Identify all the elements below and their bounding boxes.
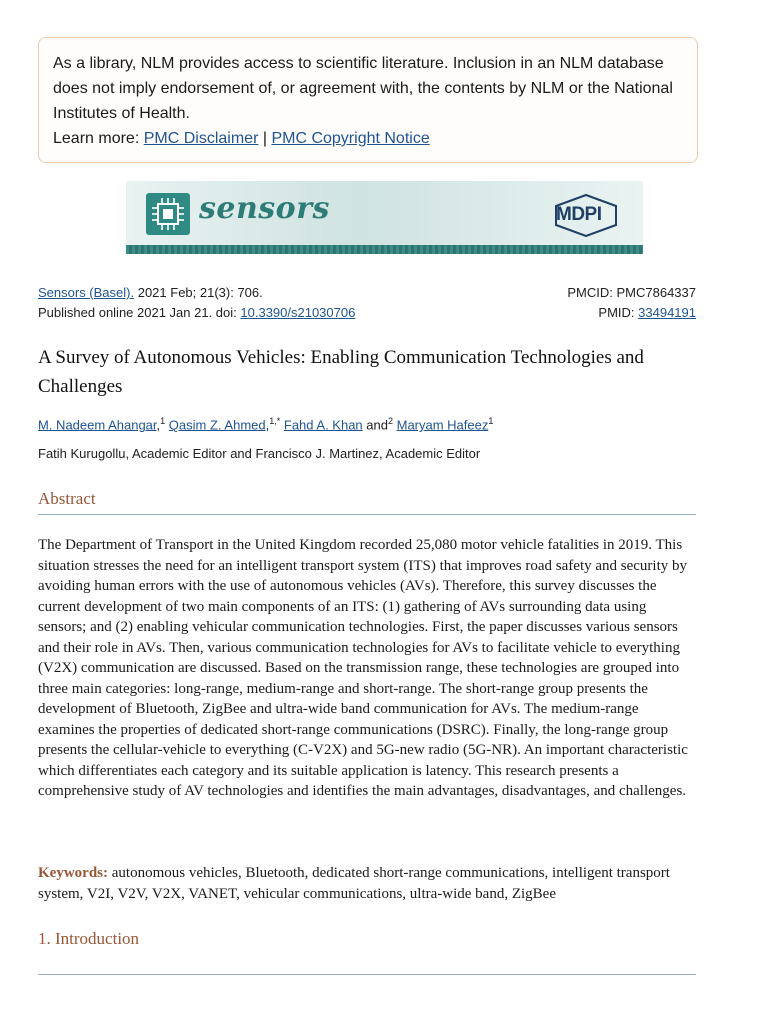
author-separator: and xyxy=(362,417,388,433)
keywords-label: Keywords: xyxy=(38,865,108,881)
keywords-text: autonomous vehicles, Bluetooth, dedicated short-range communications, intelligent transport system, V2I, V2V, V2X, VANET, vehicular communications, ultra-wide band, ZigBee xyxy=(38,865,670,902)
banner-stripe xyxy=(126,245,643,254)
author-link[interactable]: M. Nadeem Ahangar xyxy=(38,417,157,433)
affiliation-marker: 2 xyxy=(387,416,393,426)
published-online-text: Published online 2021 Jan 21. doi: xyxy=(38,305,237,320)
author-link[interactable]: Fahd A. Khan xyxy=(283,417,363,433)
keywords xyxy=(38,863,696,904)
publisher-name: MDPI xyxy=(556,204,602,225)
pmc-copyright-link[interactable]: PMC Copyright Notice xyxy=(271,130,430,147)
author-link[interactable]: Maryam Hafeez xyxy=(396,417,489,433)
journal-banner[interactable] xyxy=(126,181,643,254)
author-link[interactable]: Qasim Z. Ahmed xyxy=(168,417,266,433)
pmcid: PMCID: PMC7864337 xyxy=(567,285,696,300)
author-separator: , xyxy=(265,417,270,433)
affiliation-marker: 1,* xyxy=(269,416,281,426)
journal-link[interactable]: Sensors (Basel). xyxy=(38,285,135,300)
learn-more-line xyxy=(53,126,683,151)
citation-text: 2021 Feb; 21(3): 706. xyxy=(137,285,263,300)
abstract-heading: Abstract xyxy=(38,489,96,508)
author-list xyxy=(38,412,493,434)
journal-name-logo: sensors xyxy=(199,191,330,226)
mdpi-logo xyxy=(550,193,622,237)
introduction-heading: 1. Introduction xyxy=(38,929,140,948)
citation-line xyxy=(38,284,696,302)
doi-link[interactable]: 10.3390/s21030706 xyxy=(240,305,356,320)
disclaimer-text: As a library, NLM provides access to scientific literature. Inclusion in an NLM database does not imply endorsement of, or agreement with, the contents by NLM or the National Institutes of Health. xyxy=(53,55,673,122)
author-separator: , xyxy=(156,417,161,433)
sensor-chip-icon xyxy=(146,193,190,235)
affiliation-marker: 1 xyxy=(488,416,494,426)
pmid xyxy=(598,304,696,322)
publication-line xyxy=(38,304,696,322)
pmid-link[interactable]: 33494191 xyxy=(638,305,696,320)
introduction-divider xyxy=(38,974,696,975)
affiliation-marker: 1 xyxy=(160,416,166,426)
abstract-divider xyxy=(38,514,696,515)
link-separator: | xyxy=(262,130,267,147)
pmid-label: PMID: xyxy=(598,305,635,320)
article-title: A Survey of Autonomous Vehicles: Enabling Communication Technologies and Challenges xyxy=(38,347,644,397)
nlm-disclaimer-box xyxy=(38,37,698,163)
abstract-text: The Department of Transport in the United Kingdom recorded 25,080 motor vehicle fatalities in 2019. This situation stresses the need for an intelligent transport system (ITS) that improves road safety and security by avoiding human errors with the use of autonomous vehicles (AVs). Therefore, this survey discusses the current development of two main components of an ITS: (1) gathering of AVs surrounding data using sensors; and (2) enabling vehicular communication technologies. First, the paper discusses various sensors and their role in AVs. Then, various communication technologies for AVs to facilitate vehicle to everything (V2X) communication are discussed. Based on the transmission range, these technologies are grouped into three main categories: long-range, medium-range and short-range. The short-range group presents the development of Bluetooth, ZigBee and ultra-wide band communication for AVs. The medium-range examines the properties of dedicated short-range communications (DSRC). Finally, the long-range group presents the cellular-vehicle to everything (C-V2X) and 5G-new radio (5G-NR). An important characteristic which differentiates each category and its suitable application is latency. This research presents a comprehensive study of AV technologies and identifies the main advantages, disadvantages, and challenges. xyxy=(38,537,688,799)
academic-editors: Fatih Kurugollu, Academic Editor and Francisco J. Martinez, Academic Editor xyxy=(38,446,481,461)
learn-more-label: Learn more: xyxy=(53,130,140,147)
pmc-disclaimer-link[interactable]: PMC Disclaimer xyxy=(143,130,259,147)
